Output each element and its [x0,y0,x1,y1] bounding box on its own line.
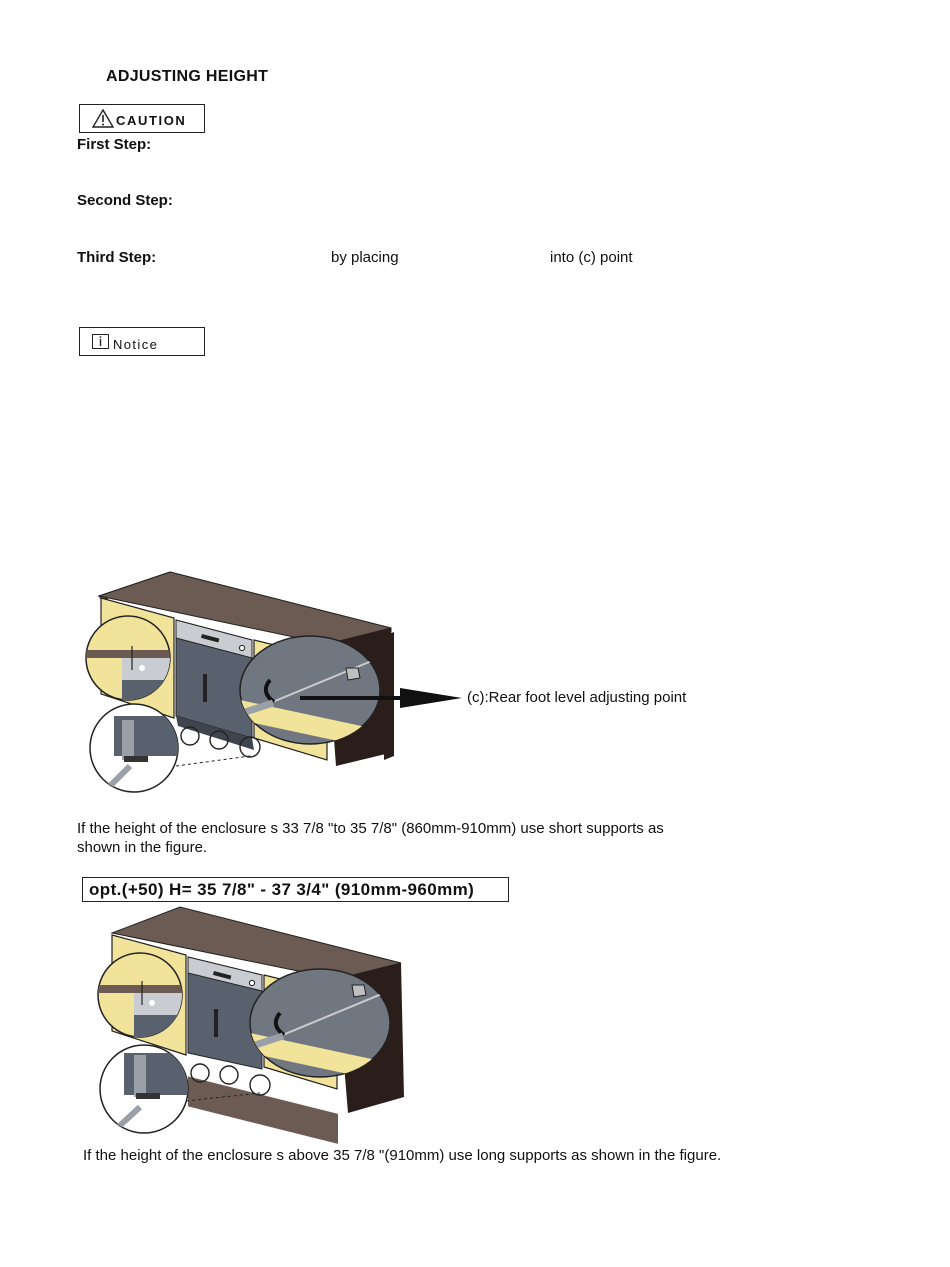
third-step-by-placing: by placing [331,249,399,266]
caution-label: CAUTION [116,113,187,128]
option-height-label: opt.(+50) H= 35 7/8" - 37 3/4" (910mm-960mm) [82,877,509,902]
first-step-label: First Step: [77,136,152,153]
short-supports-text-line2: shown in the figure. [77,839,208,856]
notice-label-box [79,327,205,356]
warning-triangle-icon [92,109,114,128]
second-step-label: Second Step: [77,192,173,209]
page-title: ADJUSTING HEIGHT [106,68,269,85]
callout-arrow-icon [400,688,462,708]
long-supports-text: If the height of the enclosure s above 35 7/8 "(910mm) use long supports as shown in the figure. [83,1147,722,1164]
figure-short-supports [84,570,554,800]
callout-label: (c):Rear foot level adjusting point [467,689,687,706]
third-step-label: Third Step: [77,249,157,266]
notice-label: Notice [113,336,159,352]
short-supports-text-line1: If the height of the enclosure s 33 7/8 "to 35 7/8" (860mm-910mm) use short supports as [77,820,664,837]
third-step-into-point: into (c) point [550,249,633,266]
figure-long-supports [94,903,424,1133]
caution-label-box [79,104,205,133]
info-icon [92,334,110,350]
